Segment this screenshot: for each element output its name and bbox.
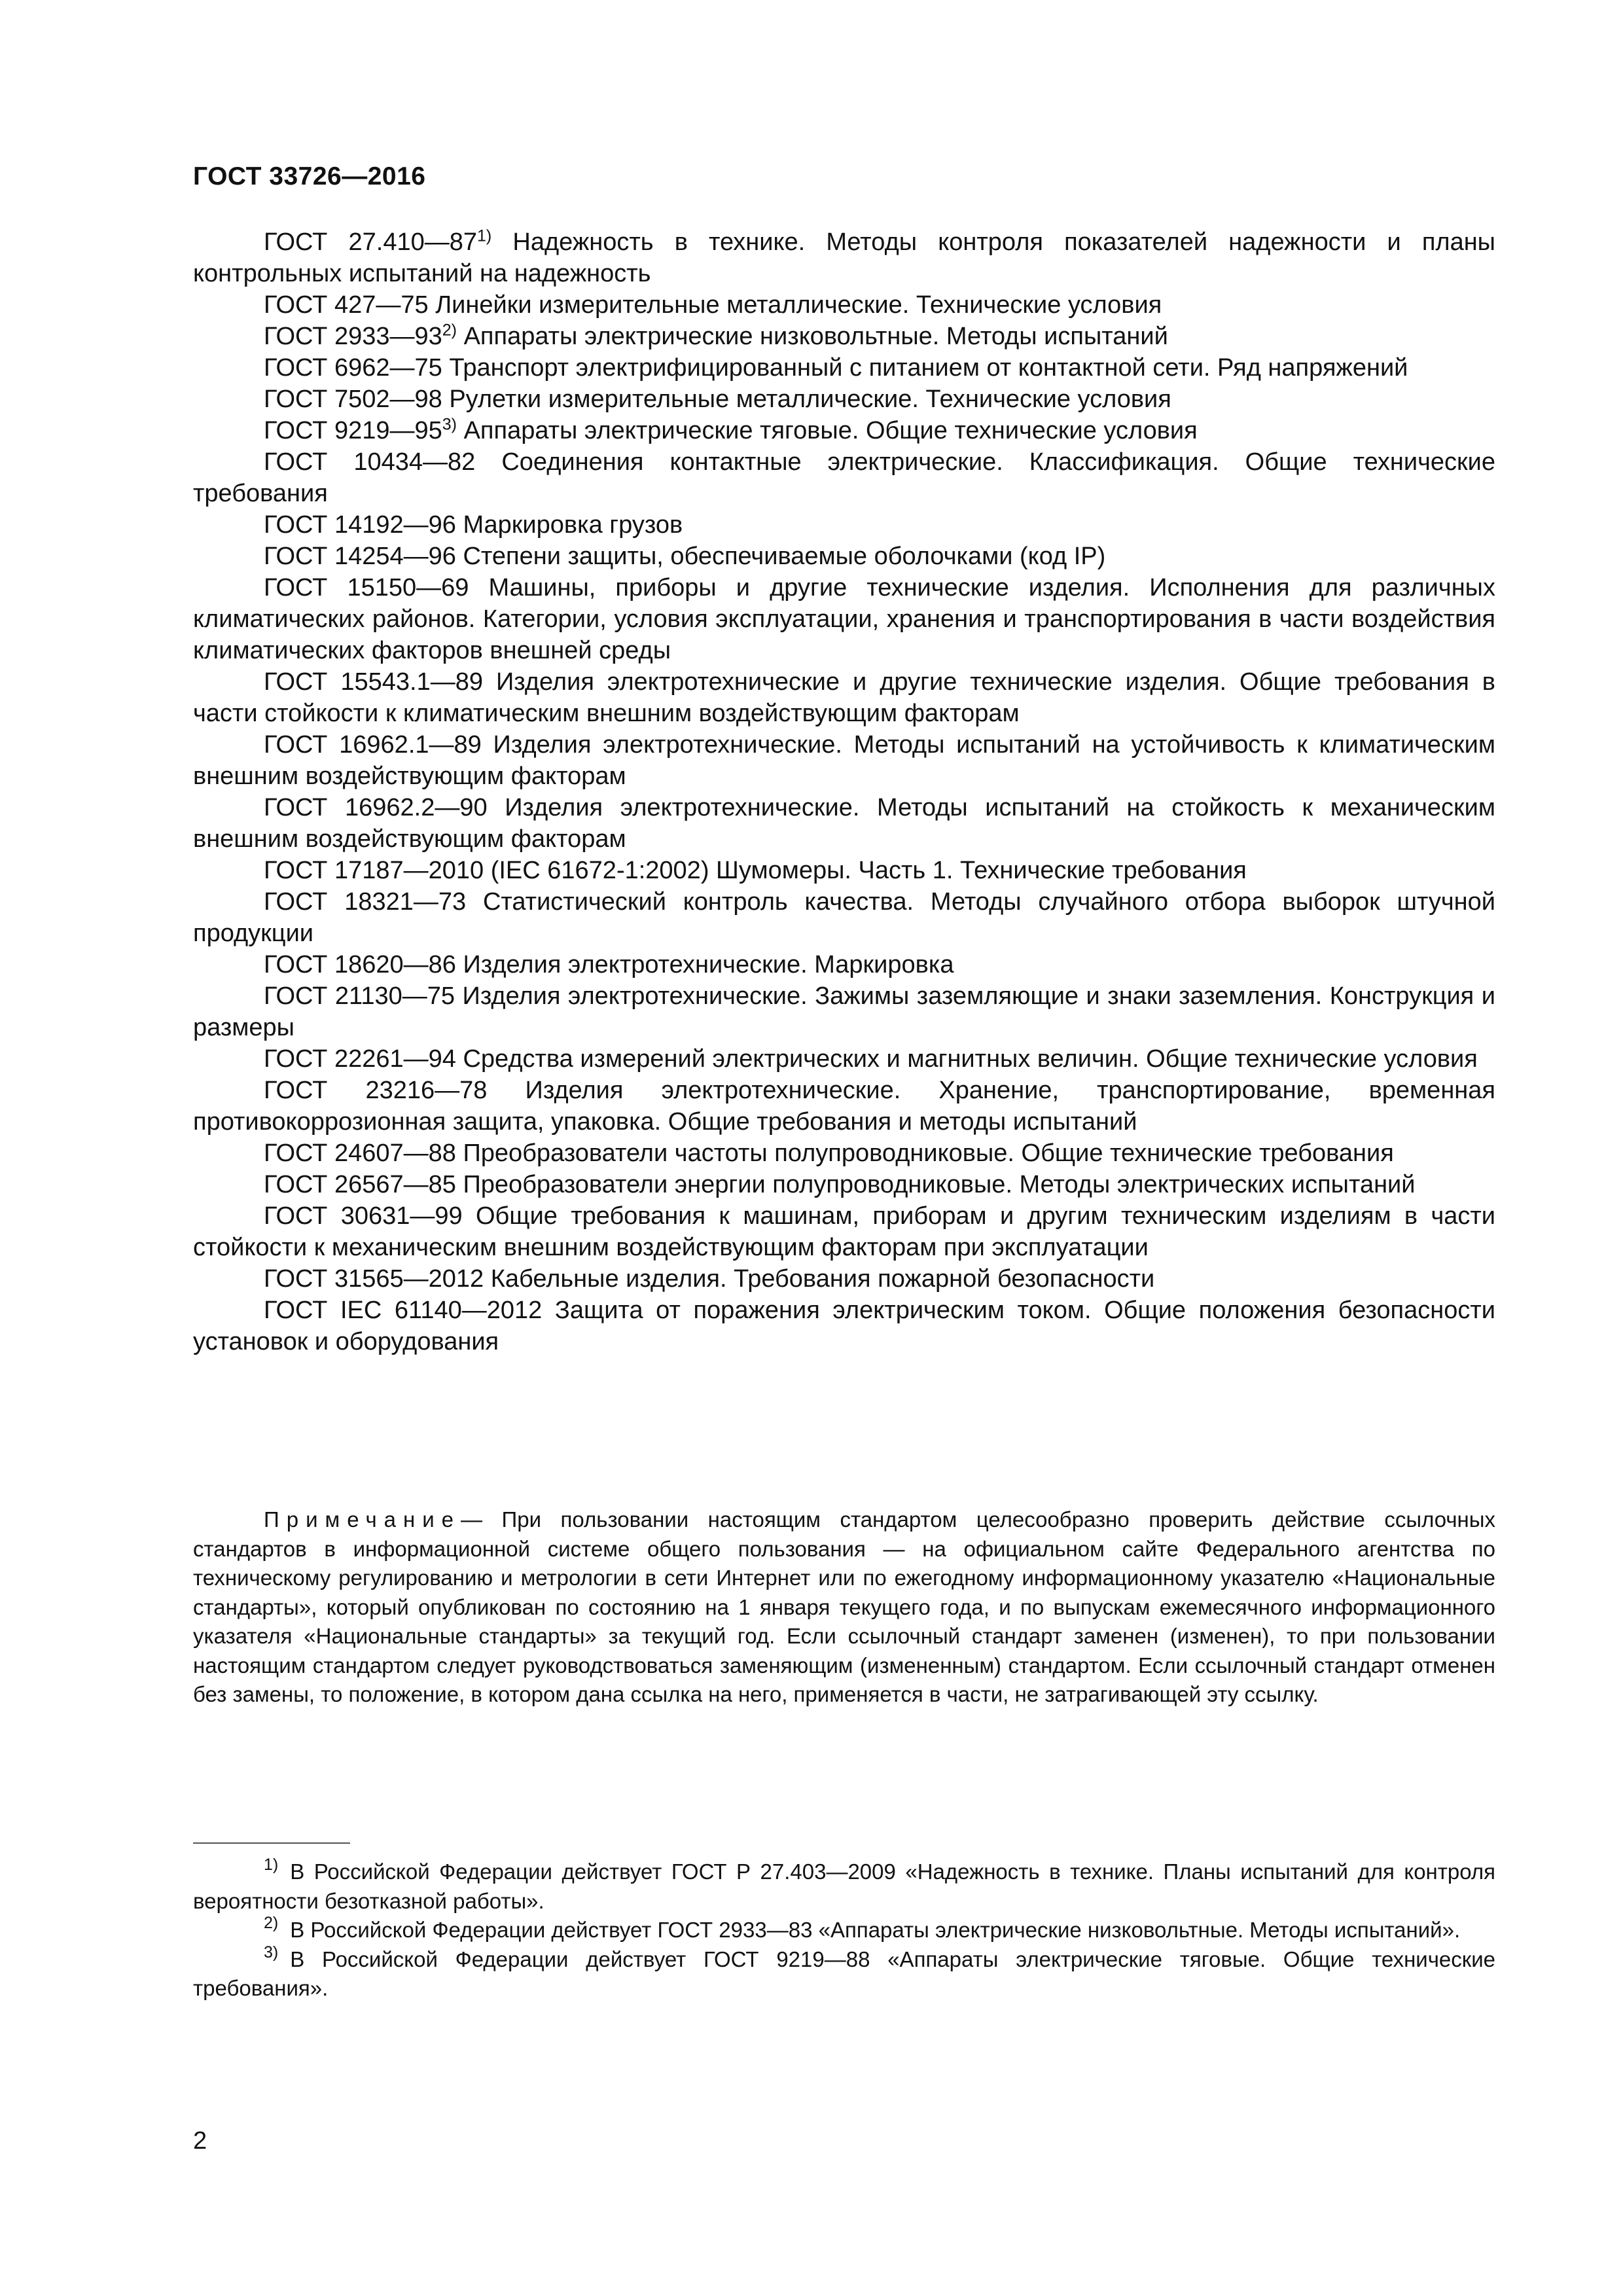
footnote-marker: 2) (264, 1914, 279, 1932)
reference-title: Машины, приборы и другие технические изделия. Исполнения для различных климатических районов. Категории, условия эксплуатации, хранения и транспортирования в части воздействия климатических факторов внешней среды (193, 574, 1495, 664)
reference-code: ГОСТ 2933—93 (264, 323, 442, 350)
reference-item (193, 384, 1495, 415)
reference-code: ГОСТ 18321—73 (264, 888, 467, 916)
reference-title: Транспорт электрифицированный с питанием от контактной сети. Ряд напряжений (449, 354, 1408, 382)
reference-code: ГОСТ 22261—94 (264, 1045, 456, 1073)
reference-code: ГОСТ 7502—98 (264, 386, 442, 413)
reference-code: ГОСТ 14192—96 (264, 511, 456, 539)
reference-item (193, 949, 1495, 980)
reference-item (193, 886, 1495, 949)
reference-title: Маркировка грузов (463, 511, 683, 539)
document-header: ГОСТ 33726—2016 (193, 162, 426, 190)
note-paragraph (193, 1505, 1495, 1710)
reference-code: ГОСТ 26567—85 (264, 1171, 456, 1198)
footnote-item (193, 1945, 1495, 2003)
reference-title: Средства измерений электрических и магнитных величин. Общие технические условия (463, 1045, 1478, 1073)
footnote-ref-marker: 2) (442, 321, 457, 340)
reference-title: Шумомеры. Часть 1. Технические требования (716, 857, 1247, 884)
reference-item (193, 226, 1495, 289)
reference-item (193, 352, 1495, 384)
reference-item (193, 1169, 1495, 1200)
reference-item (193, 1295, 1495, 1357)
reference-code: ГОСТ 23216—78 (264, 1077, 488, 1104)
reference-item (193, 321, 1495, 352)
reference-title: Изделия электротехнические. Зажимы заземляющие и знаки заземления. Конструкция и размеры (193, 982, 1495, 1041)
reference-code: ГОСТ 14254—96 (264, 543, 456, 570)
reference-item (193, 1200, 1495, 1263)
reference-title: Аппараты электрические низковольтные. Методы испытаний (463, 323, 1168, 350)
reference-code: ГОСТ 10434—82 (264, 448, 476, 476)
reference-item (193, 980, 1495, 1043)
reference-title: Статистический контроль качества. Методы случайного отбора выборок штучной продукции (193, 888, 1496, 947)
reference-code: ГОСТ 15543.1—89 (264, 668, 483, 696)
footnote-separator (193, 1842, 350, 1844)
reference-title: Кабельные изделия. Требования пожарной безопасности (490, 1265, 1155, 1293)
reference-code: ГОСТ 31565—2012 (264, 1265, 484, 1293)
reference-item (193, 1138, 1495, 1169)
reference-title: Защита от поражения электрическим током. Общие положения безопасности установок и оборудования (193, 1297, 1495, 1355)
reference-title: Изделия электротехнические. Маркировка (463, 951, 954, 978)
reference-title: Рулетки измерительные металлические. Технические условия (449, 386, 1171, 413)
footnote-ref-marker: 1) (477, 226, 492, 245)
footnotes-list (193, 1857, 1495, 2003)
footnote-item (193, 1857, 1495, 1916)
reference-code: ГОСТ 21130—75 (264, 982, 455, 1010)
reference-item (193, 1043, 1495, 1075)
reference-item (193, 572, 1495, 666)
footnote-text: В Российской Федерации действует ГОСТ 9219—88 «Аппараты электрические тяговые. Общие технические требования». (193, 1946, 1495, 2000)
reference-item (193, 446, 1495, 509)
reference-title: Преобразователи частоты полупроводниковые. Общие технические требования (463, 1139, 1394, 1167)
footnote-marker: 3) (264, 1943, 279, 1962)
reference-item (193, 792, 1495, 855)
reference-item (193, 289, 1495, 321)
reference-code: ГОСТ 16962.1—89 (264, 731, 482, 759)
footnote-marker: 1) (264, 1856, 279, 1874)
reference-title: Аппараты электрические тяговые. Общие технические условия (463, 417, 1198, 444)
reference-code: ГОСТ 18620—86 (264, 951, 456, 978)
reference-code: ГОСТ 9219—95 (264, 417, 442, 444)
normative-references-list (193, 226, 1495, 1357)
reference-code: ГОСТ 6962—75 (264, 354, 442, 382)
reference-item (193, 415, 1495, 446)
reference-item (193, 729, 1495, 792)
note-label: Примечание (264, 1507, 461, 1532)
reference-item (193, 541, 1495, 572)
reference-item (193, 1263, 1495, 1295)
reference-item (193, 1075, 1495, 1138)
reference-title: Надежность в технике. Методы контроля показателей надежности и планы контрольных испытаний на надежность (193, 228, 1495, 287)
reference-title: Изделия электротехнические. Методы испытаний на стойкость к механическим внешним воздействующим факторам (193, 794, 1496, 853)
reference-title: Общие требования к машинам, приборам и другим техническим изделиям в части стойкости к механическим внешним воздействующим факторам при эксплуатации (193, 1202, 1496, 1261)
reference-code: ГОСТ 16962.2—90 (264, 794, 488, 821)
reference-item (193, 666, 1495, 729)
reference-title: Изделия электротехнические. Хранение, транспортирование, временная противокоррозионная защита, упаковка. Общие требования и методы испытаний (193, 1077, 1495, 1136)
reference-title: Линейки измерительные металлические. Технические условия (435, 291, 1162, 319)
footnote-text: В Российской Федерации действует ГОСТ 2933—83 «Аппараты электрические низковольтные. Методы испытаний». (290, 1918, 1461, 1942)
reference-item (193, 855, 1495, 886)
reference-item (193, 509, 1495, 541)
reference-code: ГОСТ 30631—99 (264, 1202, 463, 1230)
reference-title: Изделия электротехнические и другие технические изделия. Общие требования в части стойкости к климатическим внешним воздействующим факторам (193, 668, 1495, 727)
reference-title: Соединения контактные электрические. Классификация. Общие технические требования (193, 448, 1496, 507)
note-text: — При пользовании настоящим стандартом целесообразно проверить действие ссылочных стандартов в информационной системе общего пользования — на официальном сайте Федерального агентства по техническому регулированию и метрологии в сети Интернет или по ежегодному информационному указателю «Национальные стандарты», который опубликован по состоянию на 1 января текущего года, и по выпускам ежемесячного информационного указателя «Национальные стандарты» за текущий год. Если ссылочный стандарт заменен (изменен), то при пользовании настоящим стандартом следует руководствоваться заменяющим (измененным) стандартом. Если ссылочный стандарт отменен без замены, то положение, в котором дана ссылка на него, применяется в части, не затрагивающей эту ссылку. (193, 1507, 1495, 1706)
page-number: 2 (193, 2127, 207, 2155)
reference-code: ГОСТ 24607—88 (264, 1139, 456, 1167)
footnote-ref-marker: 3) (442, 415, 457, 434)
reference-title: Изделия электротехнические. Методы испытаний на устойчивость к климатическим внешним воздействующим факторам (193, 731, 1496, 790)
footnote-text: В Российской Федерации действует ГОСТ Р 27.403—2009 «Надежность в технике. Планы испытаний для контроля вероятности безотказной работы». (193, 1859, 1495, 1913)
footnote-item (193, 1916, 1495, 1945)
reference-title: Степени защиты, обеспечиваемые оболочками (код IP) (463, 543, 1106, 570)
reference-title: Преобразователи энергии полупроводниковые. Методы электрических испытаний (463, 1171, 1416, 1198)
reference-code: ГОСТ 15150—69 (264, 574, 469, 601)
reference-code: ГОСТ 27.410—87 (264, 228, 478, 256)
reference-code: ГОСТ 427—75 (264, 291, 429, 319)
reference-code: ГОСТ 17187—2010 (IEC 61672-1:2002) (264, 857, 709, 884)
reference-code: ГОСТ IEC 61140—2012 (264, 1297, 543, 1324)
